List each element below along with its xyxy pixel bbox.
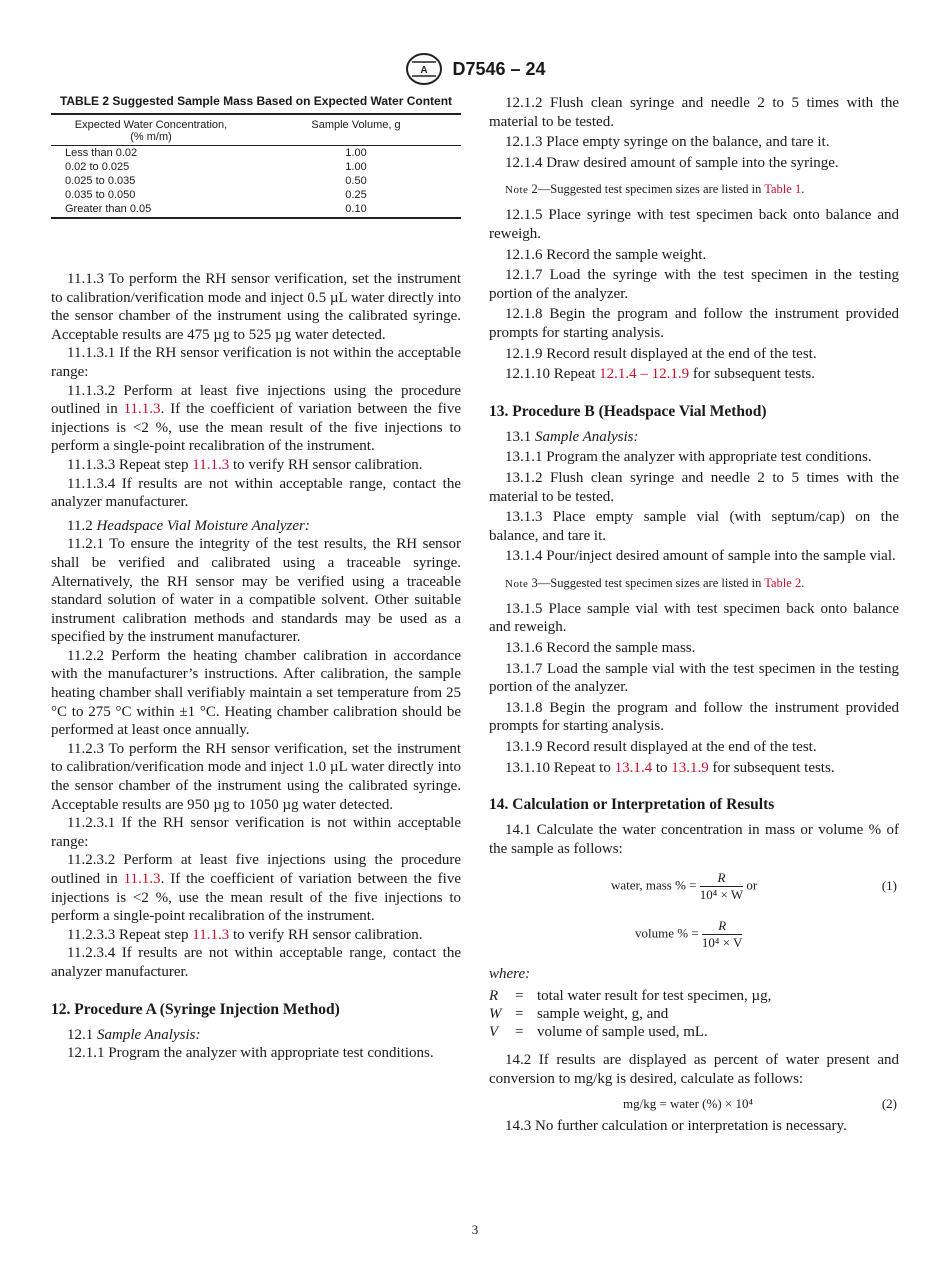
para-11-1-3-3: 11.1.3.3 Repeat step 11.1.3 to verify RH sensor calibration. [67, 456, 423, 473]
note-2: Note 2—Suggested test specimen sizes are listed in Table 1. [505, 182, 805, 197]
table-2 [51, 113, 461, 219]
table-row: Less than 0.02 1.00 [65, 147, 367, 159]
page-number: 3 [471, 1222, 479, 1237]
para-11-1-3-2: 11.1.3.2 Perform at least five injections using the procedure outlined in 11.1.3. If the coefficient of variation between the five injections is <2 %, use the mean result of the five injections to perform a single-point recalibration of the instrument. [51, 382, 461, 455]
para-11-2-3-4: 11.2.3.4 If results are not within acceptable range, contact the analyzer manufacturer. [51, 945, 461, 980]
para-14-1: 14.1 Calculate the water concentration in mass or volume % of the sample as follows: [489, 822, 899, 857]
para-13-1-5: 13.1.5 Place sample vial with test specimen back onto balance and reweigh. [489, 600, 899, 636]
para-13-1-3: 13.1.3 Place empty sample vial (with septum/cap) on the balance, and tare it. [489, 509, 899, 544]
para-11-2-1: 11.2.1 To ensure the integrity of the test results, the RH sensor shall be verified and calibrated using a traceable syringe. Alternatively, the RH sensor may be verified using a traceable standard solution of water in a compatible solvent. Other suitable instrument calibration methods and standards may be used as a specified by the instrument manufacturer. [51, 536, 461, 646]
eq1-fraction: $\frac{R}{\text{10⁴ × W}}$ [699, 870, 744, 903]
page-header [0, 52, 950, 86]
definition-row: V = volume of sample used, mL. [489, 1024, 708, 1041]
para-11-2-3-3: 11.2.3.3 Repeat step 11.1.3 to verify RH sensor calibration. [67, 926, 423, 943]
section-14-heading: 14. Calculation or Interpretation of Results [489, 796, 775, 814]
link-12-1-4-to-12-1-9[interactable]: 12.1.4 – 12.1.9 [599, 366, 690, 383]
para-12-1-3: 12.1.3 Place empty syringe on the balance, and tare it. [505, 134, 830, 151]
eq2-number: (2) [881, 1095, 897, 1111]
para-12-1-10: 12.1.10 Repeat 12.1.4 – 12.1.9 for subsequent tests. [505, 366, 815, 383]
table-header-concentration: Expected Water Concentration, (% m/m) [51, 114, 251, 146]
section-12-heading: 12. Procedure A (Syringe Injection Method) [51, 1000, 340, 1018]
section-13-heading: 13. Procedure B (Headspace Vial Method) [489, 402, 767, 420]
para-11-1-3: 11.1.3 To perform the RH sensor verification, set the instrument to calibration/verification mode and inject 0.5 µL water directly into the sensor chamber of the instrument using the calibrated syringe. Acceptable results are 475 µg to 525 µg water detected. [51, 271, 461, 343]
eq1-lhs: water, mass % = [611, 877, 697, 893]
eq1b-fraction: $\frac{R}{\text{10⁴ × V}}$ [701, 918, 743, 951]
para-11-1-3-1: 11.1.3.1 If the RH sensor verification is not within the acceptable range: [51, 345, 461, 380]
table-row: Greater than 0.05 0.10 [51, 202, 461, 218]
para-11-2: 11.2 Headspace Vial Moisture Analyzer: [67, 517, 310, 534]
para-13-1-2: 13.1.2 Flush clean syringe and needle 2 to 5 times with the material to be tested. [489, 469, 899, 505]
para-12-1-7: 12.1.7 Load the syringe with the test specimen in the testing portion of the analyzer. [489, 267, 899, 302]
para-12-1-2: 12.1.2 Flush clean syringe and needle 2 to 5 times with the material to be tested. [489, 95, 899, 130]
link-11-1-3[interactable]: 11.1.3 [123, 401, 161, 418]
definition-row: R = total water result for test specimen, µg, [489, 988, 772, 1005]
para-13-1: 13.1 Sample Analysis: [505, 428, 639, 445]
para-13-1-8: 13.1.8 Begin the program and follow the instrument provided prompts for starting analysis. [489, 699, 899, 735]
para-11-2-3-1: 11.2.3.1 If the RH sensor verification is not within acceptable range: [51, 815, 461, 850]
para-14-2: 14.2 If results are displayed as percent of water present and conversion to mg/kg is desired, calculate as follows: [489, 1052, 899, 1087]
para-13-1-4: 13.1.4 Pour/inject desired amount of sample into the sample vial. [505, 548, 896, 565]
where-label: where: [489, 966, 531, 983]
table-row: 0.02 to 0.025 1.00 [65, 161, 367, 173]
link-13-1-9[interactable]: 13.1.9 [671, 759, 709, 776]
para-12-1-6: 12.1.6 Record the sample weight. [505, 246, 707, 263]
para-11-2-3: 11.2.3 To perform the RH sensor verification, set the instrument to calibration/verification mode and inject 1.0 µL water directly into the sensor chamber of the instrument using the calibrated syringe. Acceptable results are 950 µg to 1050 µg water detected. [51, 740, 461, 813]
definition-row: W = sample weight, g, and [489, 1006, 669, 1023]
link-11-1-3[interactable]: 11.1.3 [123, 871, 161, 887]
para-12-1: 12.1 Sample Analysis: [67, 1026, 201, 1043]
link-13-1-4[interactable]: 13.1.4 [614, 759, 653, 776]
para-13-1-6: 13.1.6 Record the sample mass. [505, 640, 696, 657]
para-13-1-1: 13.1.1 Program the analyzer with appropriate test conditions. [505, 449, 872, 466]
link-11-1-3[interactable]: 11.1.3 [192, 456, 230, 473]
para-12-1-9: 12.1.9 Record result displayed at the end of the test. [505, 345, 817, 362]
para-12-1-4: 12.1.4 Draw desired amount of sample into the syringe. [505, 154, 839, 171]
para-12-1-8: 12.1.8 Begin the program and follow the instrument provided prompts for starting analysis. [489, 306, 899, 341]
para-13-1-9: 13.1.9 Record result displayed at the end of the test. [505, 739, 817, 756]
para-14-3: 14.3 No further calculation or interpretation is necessary. [505, 1117, 847, 1134]
para-12-1-5: 12.1.5 Place syringe with test specimen back onto balance and reweigh. [489, 207, 899, 242]
para-11-2-3-2: 11.2.3.2 Perform at least five injections using the procedure outlined in 11.1.3. If the coefficient of variation between the five injections is <2 %, use the mean result of the five injections to perform a single-point recalibration of the instrument. [51, 852, 461, 925]
left-column [51, 94, 461, 1063]
eq1-number: (1) [881, 878, 897, 894]
eq1b-lhs: volume % = [635, 925, 699, 941]
note-3: Note 3—Suggested test specimen sizes are listed in Table 2. [505, 575, 805, 590]
right-column [489, 94, 899, 1135]
para-11-2-2: 11.2.2 Perform the heating chamber calibration in accordance with the manufacturer’s instructions. After calibration, the sample heating chamber shall verifiably maintain a set temperature from 25 °C to 275 °C within ±1 °C. Heating chamber calibration should be performed at least once annually. [51, 647, 461, 739]
link-11-1-3[interactable]: 11.1.3 [192, 926, 230, 943]
para-11-1-3-4: 11.1.3.4 If results are not within acceptable range, contact the analyzer manufacturer. [51, 475, 461, 511]
astm-logo-icon [404, 52, 444, 86]
table-row: 0.025 to 0.035 0.50 [65, 175, 367, 187]
svg-text:A: A [420, 65, 429, 76]
link-table-1[interactable]: Table 1 [764, 182, 802, 197]
table-2-title: TABLE 2 Suggested Sample Mass Based on Expected Water Content [59, 94, 453, 108]
table-header-volume: Sample Volume, g [251, 114, 461, 146]
link-table-2[interactable]: Table 2 [764, 575, 802, 590]
para-12-1-1: 12.1.1 Program the analyzer with appropriate test conditions. [67, 1045, 434, 1062]
document-id: D7546 – 24 [452, 58, 546, 79]
eq1-or: or [746, 877, 758, 893]
equation-1 [489, 868, 899, 908]
eq2-body: mg/kg = water (%) × 10⁴ [623, 1095, 754, 1111]
para-13-1-10: 13.1.10 Repeat to 13.1.4 to 13.1.9 for subsequent tests. [505, 759, 835, 776]
equation-2 [489, 1093, 899, 1117]
para-13-1-7: 13.1.7 Load the sample vial with the test specimen in the testing portion of the analyzer. [489, 660, 899, 696]
table-row: 0.035 to 0.050 0.25 [65, 189, 367, 201]
variable-definitions [489, 987, 899, 1041]
equation-1b [489, 918, 899, 958]
